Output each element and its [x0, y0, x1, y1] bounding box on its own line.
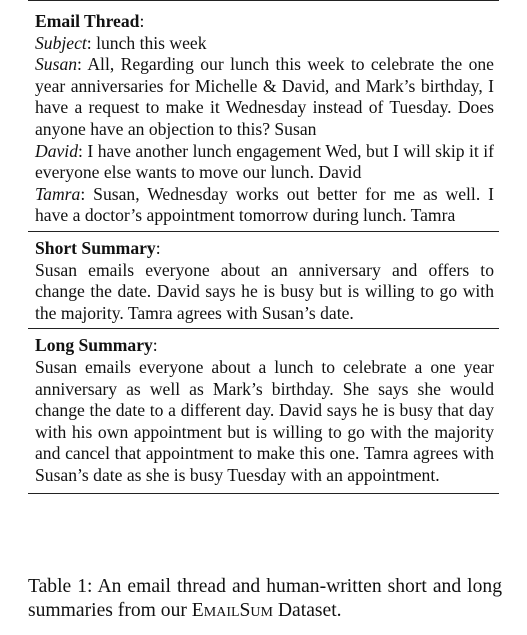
message-david: David: I have another lunch engagement Wed, but I will skip it if everyone else wants to move our lunch. David — [35, 140, 494, 183]
short-summary-text: Susan emails everyone about an anniversary and offers to change the date. David says he is busy but is willing to go with the majority. Tamra agrees with Susan’s date. — [35, 259, 494, 323]
caption-suffix: Dataset. — [273, 600, 342, 621]
table-bottom-rule — [28, 493, 499, 494]
message-text: I have another lunch engagement Wed, but I will skip it if everyone else wants to move our lunch. David — [35, 140, 494, 183]
short-summary-heading: Short Summary — [35, 237, 156, 258]
table-caption — [28, 575, 502, 623]
message-tamra: Tamra: Susan, Wednesday works out better for me as well. I have a doctor’s appointment tomorrow during lunch. Tamra — [35, 183, 495, 226]
short-summary-cell — [28, 232, 499, 328]
summary-table — [28, 0, 499, 494]
email-thread-heading: Email Thread — [35, 11, 140, 31]
message-speaker: Tamra — [35, 183, 81, 204]
caption-prefix: Table 1: An email thread and human-written short and long summaries from our — [28, 576, 502, 621]
dataset-name: EmailSum — [191, 600, 273, 621]
message-text: All, Regarding our lunch this week to celebrate the one year anniversaries for Michelle & David, and Mark’s birthday, I have a request to make it Wednesday instead of Tuesday. Does anyone have an objection to this? Susan — [35, 54, 494, 139]
subject-label: Subject — [35, 32, 87, 53]
message-speaker: David — [35, 140, 78, 161]
short-summary-heading-line: Short Summary: — [35, 237, 161, 258]
email-thread-heading-line: Email Thread: — [35, 11, 145, 31]
message-speaker: Susan — [35, 54, 78, 75]
long-summary-heading-line: Long Summary: — [35, 335, 158, 356]
subject-line: Subject: lunch this week — [35, 32, 207, 53]
email-thread-cell — [28, 1, 499, 231]
message-susan: Susan: All, Regarding our lunch this week to celebrate the one year anniversaries for Michelle & David, and Mark’s birthday, I have a request to make it Wednesday instead of Tuesday. Does anyone have an objection to this? Susan — [35, 54, 494, 139]
subject-value: lunch this week — [96, 32, 207, 53]
message-text: Susan, Wednesday works out better for me as well. I have a doctor’s appointment tomorrow during lunch. Tamra — [35, 183, 495, 226]
long-summary-cell — [28, 329, 499, 493]
long-summary-heading: Long Summary — [35, 335, 153, 356]
long-summary-text: Susan emails everyone about a lunch to celebrate a one year anniversary as well as Mark’s birthday. She says she would change the date to a different day. David says he is busy that day with his own appointment but is willing to go with the majority and cancel that appointment to make this one. Tamra agrees with Susan’s date as she is busy Tuesday with an appointment. — [35, 356, 494, 485]
